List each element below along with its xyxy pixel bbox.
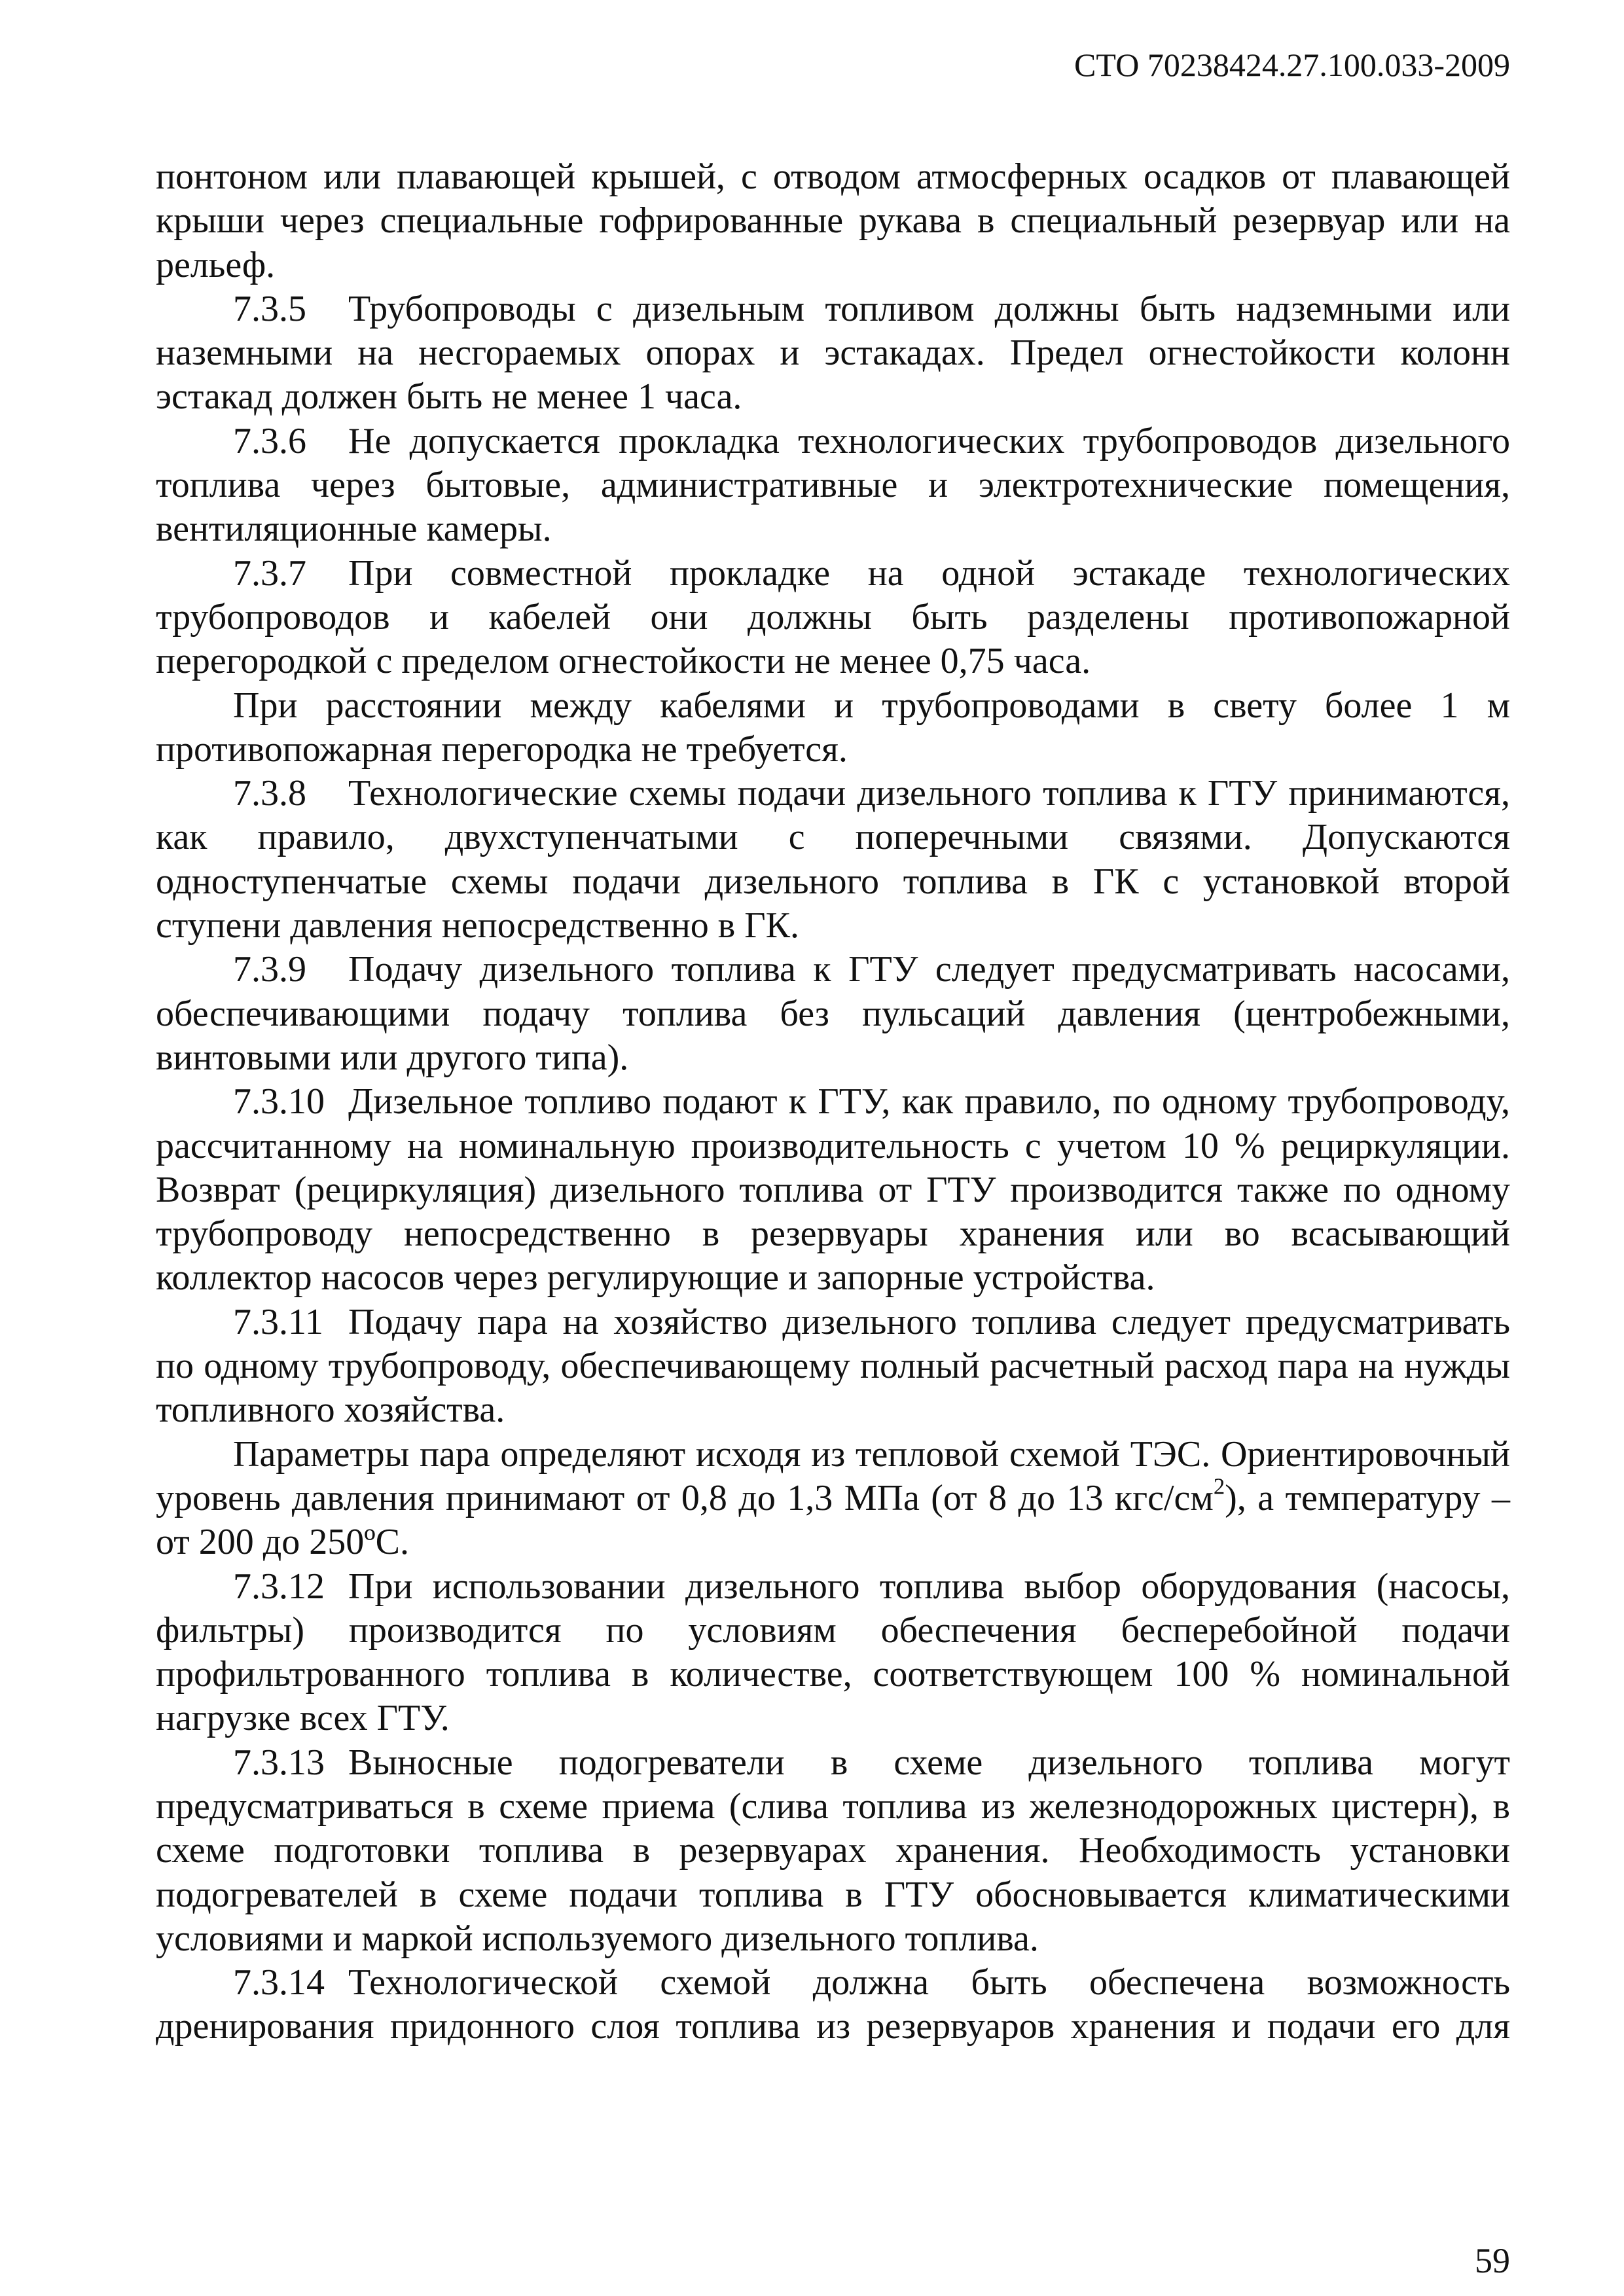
clause-number: 7.3.9 xyxy=(233,949,306,990)
paragraph-steam-parameters xyxy=(156,1433,1510,1565)
clause-number: 7.3.8 xyxy=(233,773,306,814)
clause-number: 7.3.5 xyxy=(233,288,306,329)
clause-number: 7.3.14 xyxy=(233,1962,325,2003)
clause-text: Технологические схемы подачи дизельного топлива к ГТУ принимаются, как правило, двухступенчатыми с поперечными связями. Допускаются одноступенчатые схемы подачи дизельного топлива в ГК с установкой второй ступени давления непосредственно в ГК. xyxy=(156,773,1510,946)
clause-text: При совместной прокладке на одной эстакаде технологических трубопроводов и кабелей они должны быть разделены противопожарной перегородкой с пределом огнестойкости не менее 0,75 часа. xyxy=(156,552,1510,682)
clause-7-3-10 xyxy=(156,1080,1510,1300)
paragraph-cable-distance xyxy=(156,684,1510,772)
paragraph-text: Параметры пара определяют исходя из тепловой схемой ТЭС. Ориентировочный уровень давления принимают от 0,8 до 1,3 МПа (от 8 до 13 кгс/см xyxy=(156,1433,1510,1518)
document-body xyxy=(156,155,1510,2049)
clause-text: Технологической схемой должна быть обеспечена возможность дренирования придонного слоя топлива из резервуаров хранения и подачи его для xyxy=(156,1962,1510,2047)
clause-7-3-14 xyxy=(156,1961,1510,2049)
paragraph-continuation xyxy=(156,155,1510,287)
clause-7-3-9 xyxy=(156,948,1510,1080)
paragraph-text-continued: ), а температуру – от 200 до 250ºС. xyxy=(156,1477,1511,1563)
clause-7-3-6 xyxy=(156,420,1510,552)
clause-number: 7.3.7 xyxy=(233,552,306,594)
paragraph-text: При расстоянии между кабелями и трубопроводами в свету более 1 м противопожарная перегородка не требуется. xyxy=(156,685,1510,770)
clause-text: При использовании дизельного топлива выбор оборудования (насосы, фильтры) производится по условиям обеспечения бесперебойной подачи профильтрованного топлива в количестве, соответствующем 100 % номинальной нагрузке всех ГТУ. xyxy=(156,1566,1510,1739)
document-code-header: СТО 70238424.27.100.033-2009 xyxy=(1074,46,1510,83)
clause-number: 7.3.13 xyxy=(233,1742,325,1783)
clause-number: 7.3.11 xyxy=(233,1301,323,1342)
clause-number: 7.3.6 xyxy=(233,420,306,461)
clause-7-3-12 xyxy=(156,1565,1510,1741)
clause-text: Подачу дизельного топлива к ГТУ следует предусматривать насосами, обеспечивающими подачу топлива без пульсаций давления (центробежными, винтовыми или другого типа). xyxy=(156,949,1510,1078)
superscript-exponent: 2 xyxy=(1213,1473,1225,1499)
clause-7-3-11 xyxy=(156,1300,1510,1433)
page-number: 59 xyxy=(1475,2241,1510,2280)
clause-text: Выносные подогреватели в схеме дизельного топлива могут предусматриваться в схеме приема (слива топлива из железнодорожных цистерн), в схеме подготовки топлива в резервуарах хранения. Необходимость установки подогревателей в схеме подачи топлива в ГТУ обосновывается климатическими условиями и маркой используемого дизельного топлива. xyxy=(156,1742,1510,1959)
clause-7-3-5 xyxy=(156,287,1510,420)
clause-7-3-7 xyxy=(156,552,1510,684)
clause-number: 7.3.10 xyxy=(233,1081,325,1122)
clause-text: Подачу пара на хозяйство дизельного топлива следует предусматривать по одному трубопроводу, обеспечивающему полный расчетный расход пара на нужды топливного хозяйства. xyxy=(156,1301,1510,1431)
clause-7-3-13 xyxy=(156,1741,1510,1961)
clause-text: Не допускается прокладка технологических трубопроводов дизельного топлива через бытовые, административные и электротехнические помещения, вентиляционные камеры. xyxy=(156,420,1510,550)
clause-text: Дизельное топливо подают к ГТУ, как правило, по одному трубопроводу, рассчитанному на номинальную производительность с учетом 10 % рециркуляции. Возврат (рециркуляция) дизельного топлива от ГТУ производится также по одному трубопроводу непосредственно в резервуары хранения или во всасывающий коллектор насосов через регулирующие и запорные устройства. xyxy=(156,1081,1510,1299)
clause-number: 7.3.12 xyxy=(233,1566,325,1607)
paragraph-text: понтоном или плавающей крышей, с отводом атмосферных осадков от плавающей крыши через специальные гофрированные рукава в специальный резервуар или на рельеф. xyxy=(156,156,1510,285)
clause-7-3-8 xyxy=(156,772,1510,948)
clause-text: Трубопроводы с дизельным топливом должны быть надземными или наземными на несгораемых опорах и эстакадах. Предел огнестойкости колонн эстакад должен быть не менее 1 часа. xyxy=(156,288,1510,418)
